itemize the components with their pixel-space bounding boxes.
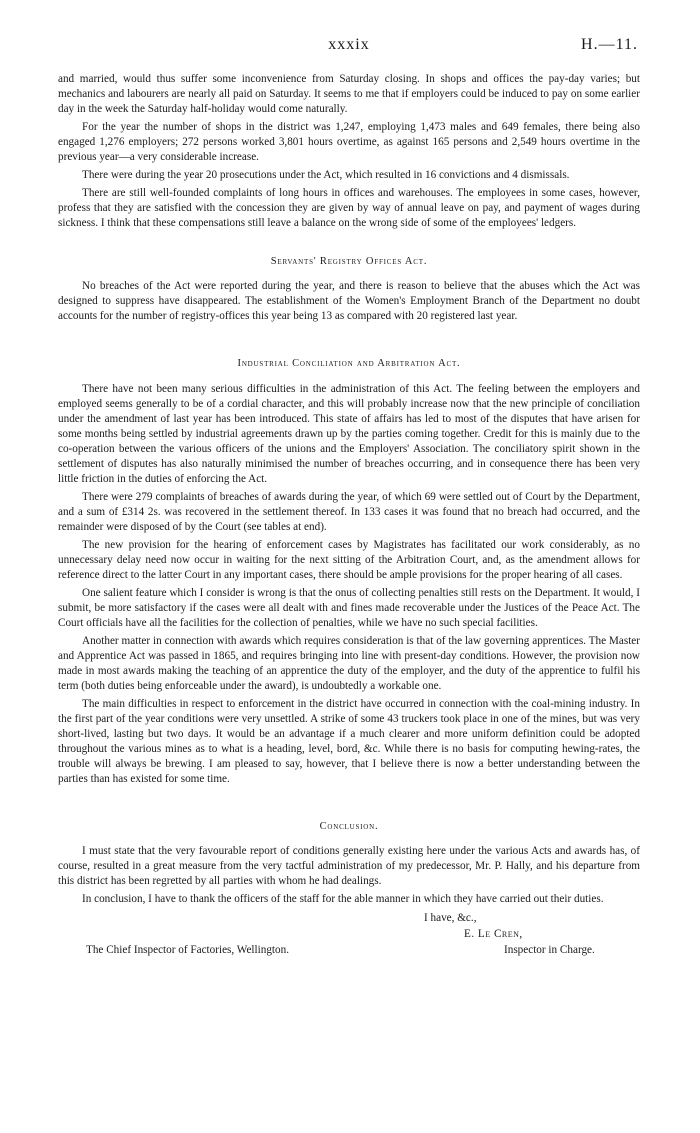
paragraph: and married, would thus suffer some inconvenience from Saturday closing. In shops and offices the pay-day varies; but mechanics and labourers are nearly all paid on Saturday. It seems to me that if employers could be induced to pay on some earlier day in the week the Saturday half-holiday would come naturally. bbox=[58, 73, 640, 115]
section-heading: Industrial Conciliation and Arbitration Act. bbox=[237, 358, 461, 369]
section-heading: Conclusion. bbox=[319, 821, 379, 832]
document-reference: H.—11. bbox=[581, 36, 638, 53]
section-conclusion bbox=[58, 819, 640, 907]
paragraph: There were during the year 20 prosecutions under the Act, which resulted in 16 convictions and 4 dismissals. bbox=[82, 169, 570, 181]
signature-closing: I have, &c., bbox=[424, 912, 477, 924]
section-shops bbox=[58, 72, 640, 231]
document-body bbox=[58, 72, 640, 977]
paragraph: For the year the number of shops in the district was 1,247, employing 1,473 males and 649 females, there being also engaged 1,276 employers; 272 persons worked 3,801 hours overtime, as against 165 persons and 2,549 hours overtime in the previous year—a very considerable increase. bbox=[58, 121, 640, 163]
paragraph: In conclusion, I have to thank the officers of the staff for the able manner in which they have carried out their duties. bbox=[82, 893, 604, 905]
section-registry bbox=[58, 254, 640, 324]
paragraph: No breaches of the Act were reported during the year, and there is reason to believe that the abuses which the Act was designed to suppress have disappeared. The establishment of the Women's Employment Branch of the Department no doubt accounts for the number of registry-offices this year being 13 as compared with 20 registered last year. bbox=[58, 280, 640, 322]
signature-title: Inspector in Charge. bbox=[504, 944, 595, 956]
paragraph: Another matter in connection with awards which requires consideration is that of the law governing apprentices. The Master and Apprentice Act was passed in 1865, and requires bringing into line with present-day conditions. However, the provision now made in most awards making the teaching of an apprentice the duty of the employer, and the duty of the apprentice to fulfil his term (both duties being enforceable under the award), is undoubtedly a workable one. bbox=[58, 635, 640, 692]
signature-name: E. Le Cren, bbox=[464, 928, 523, 940]
addressee: The Chief Inspector of Factories, Wellington. bbox=[86, 944, 290, 956]
paragraph: I must state that the very favourable report of conditions generally existing here under the various Acts and awards has, of course, resulted in a great measure from the very tactful administration of my predecessor, Mr. P. Hally, and his departure from this district has been regretted by all parties with whom he had dealings. bbox=[58, 845, 640, 887]
paragraph: There have not been many serious difficulties in the administration of this Act. The feeling between the employers and employed seems generally to be of a cordial character, and this will probably increase now that the new principle of conciliation under the amendment of last year has been introduced. This state of affairs has led to most of the disputes that have arisen for some months being settled by industrial agreements drawn up by the parties coming together. Credit for this is mainly due to the co-operation between the various officers of the unions and the Employers' Association. The conciliatory spirit shown in the settlement of disputes has also naturally minimised the number of breaches occurring, and in consequence there has been very little friction in the duties of enforcing the Act. bbox=[58, 383, 640, 485]
paragraph: There are still well-founded complaints of long hours in offices and warehouses. The employees in some cases, however, profess that they are satisfied with the concession they are given by way of annual leave on pay, and payment of wages during sickness. I think that these compensations still leave a balance on the wrong side of some of the employees' ledgers. bbox=[58, 187, 640, 229]
paragraph: There were 279 complaints of breaches of awards during the year, of which 69 were settled out of Court by the Department, and a sum of £314 2s. was recovered in the settlement thereof. In 133 cases it was found that no breach had occurred, and the remainder were disposed of by the Court (see tables at end). bbox=[58, 491, 640, 533]
page-number: xxxix bbox=[328, 36, 370, 53]
document-page bbox=[58, 0, 640, 1133]
paragraph: One salient feature which I consider is wrong is that the onus of collecting penalties still rests on the Department. It would, I submit, be more satisfactory if the cases were all dealt with and fines made recoverable under the Justices of the Peace Act. The Court officials have all the facilities for the collection of penalties, while we have no such special facilities. bbox=[58, 587, 640, 629]
signature-block bbox=[58, 911, 640, 977]
page-header bbox=[58, 36, 640, 58]
paragraph: The new provision for the hearing of enforcement cases by Magistrates has facilitated our work considerably, as no unnecessary delay need now occur in waiting for the next sitting of the Arbitration Court, and, as the amendment allows for reference direct to the latter Court in any important cases, there should be ample provisions for the proper hearing of all cases. bbox=[58, 539, 640, 581]
section-heading: Servants' Registry Offices Act. bbox=[270, 256, 428, 267]
section-arbitration bbox=[58, 356, 640, 787]
paragraph: The main difficulties in respect to enforcement in the district have occurred in connection with the coal-mining industry. In the first part of the year conditions were very unsettled. A strike of some 43 truckers took place in one of the mines, but was very short-lived, lasting but two days. It would be an advantage if a much clearer and more uniform definition could be adopted throughout the various mines as to what is a heading, level, bord, &c. While there is no basis for computing hewing-rates, the trouble will always be brewing. I am pleased to say, however, that I believe there is now a better understanding between the parties than has existed for some time. bbox=[58, 698, 640, 785]
